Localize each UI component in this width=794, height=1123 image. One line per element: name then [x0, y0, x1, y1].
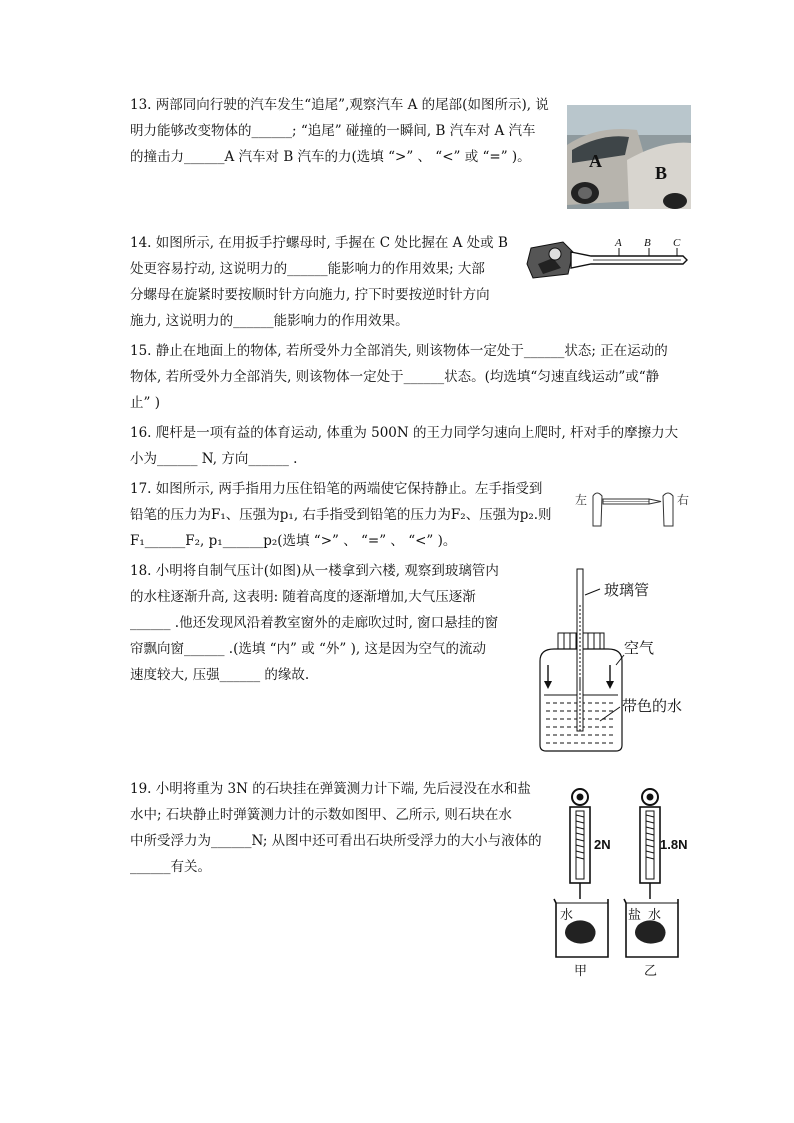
q18-line-4: 帘飘向窗______ .(选填 “内” 或 “外” ), 这是因为空气的流动: [130, 641, 486, 657]
q19-line-4: ______有关。: [130, 859, 211, 875]
q19-fig-label-water-2: 水: [648, 908, 662, 923]
q14-fig-label-b: B: [644, 237, 651, 249]
spring-scale-figure: [548, 785, 698, 980]
q13-line-2: 明力能够改变物体的______; “追尾” 碰撞的一瞬间, B 汽车对 A 汽车: [130, 123, 536, 139]
q17-line-2: 铅笔的压力为F₁、压强为p₁, 右手指受到铅笔的压力为F₂、压强为p₂.则: [130, 507, 552, 523]
question-14: [130, 230, 508, 334]
pencil-fingers-figure: [575, 486, 693, 530]
q14-line-3: 分螺母在旋紧时要按顺时针方向施力, 拧下时要按逆时针方向: [130, 287, 490, 303]
q14-fig-label-c: C: [673, 237, 681, 249]
q19-fig-reading-left: 2N: [594, 837, 611, 852]
q19-fig-label-water-1: 水: [560, 908, 574, 923]
q16-line-2: 小为______ N, 方向______ .: [130, 451, 298, 467]
q14-line-2: 处更容易拧动, 这说明力的______能影响力的作用效果; 大部: [130, 261, 485, 277]
q17-line-1: 17. 如图所示, 两手指用力压住铅笔的两端使它保持静止。左手指受到: [130, 481, 543, 497]
q18-line-1: 18. 小明将自制气压计(如图)从一楼拿到六楼, 观察到玻璃管内: [130, 563, 499, 579]
q14-line-1: 14. 如图所示, 在用扳手拧螺母时, 手握在 C 处比握在 A 处或 B: [130, 235, 508, 251]
question-19: [130, 776, 542, 880]
q19-line-2: 水中; 石块静止时弹簧测力计的示数如图甲、乙所示, 则石块在水: [130, 807, 512, 823]
q18-line-3: ______ .他还发现风沿着教室窗外的走廊吹过时, 窗口悬挂的窗: [130, 615, 499, 631]
question-17: [130, 476, 552, 554]
q18-fig-label-air: 空气: [624, 639, 655, 657]
q19-fig-label-salt: 盐: [628, 908, 642, 923]
question-13: [130, 92, 549, 170]
q17-fig-label-right: 右: [677, 493, 690, 507]
q14-line-4: 施力, 这说明力的______能影响力的作用效果。: [130, 313, 409, 329]
q18-fig-label-tube: 玻璃管: [604, 581, 650, 599]
wrench-figure: [523, 234, 693, 282]
q13-fig-label-b: B: [655, 163, 668, 183]
car-collision-photo: [567, 105, 691, 209]
q18-line-2: 的水柱逐渐升高, 这表明: 随着高度的逐渐增加,大气压逐渐: [130, 589, 476, 605]
q15-line-3: 止” ): [130, 395, 160, 411]
q19-line-1: 19. 小明将重为 3N 的石块挂在弹簧测力计下端, 先后浸没在水和盐: [130, 781, 531, 797]
question-16: [130, 420, 678, 472]
q19-fig-caption-jia: 甲: [574, 964, 588, 979]
question-15: [130, 338, 668, 416]
q18-fig-label-water: 带色的水: [622, 697, 683, 715]
q13-line-3: 的撞击力______A 汽车对 B 汽车的力(选填 “>” 、 “<” 或 “=” )。: [130, 149, 531, 165]
q14-fig-label-a: A: [615, 237, 622, 249]
barometer-figure: [520, 565, 695, 755]
q15-line-2: 物体, 若所受外力全部消失, 则该物体一定处于______状态。(均选填“匀速直线运动”或“静: [130, 369, 660, 385]
q15-line-1: 15. 静止在地面上的物体, 若所受外力全部消失, 则该物体一定处于______状态; 正在运动的: [130, 343, 668, 359]
q13-fig-label-a: A: [589, 151, 602, 171]
q19-line-3: 中所受浮力为______N; 从图中还可看出石块所受浮力的大小与液体的: [130, 833, 542, 849]
q13-line-1: 13. 两部同向行驶的汽车发生“追尾”,观察汽车 A 的尾部(如图所示), 说: [130, 97, 549, 113]
q19-fig-caption-yi: 乙: [644, 964, 658, 979]
question-18: [130, 558, 499, 688]
q17-line-3: F₁______F₂, p₁______p₂(选填 “>” 、 “=” 、 “<” )。: [130, 533, 457, 549]
q17-fig-label-left: 左: [575, 493, 588, 507]
q19-fig-reading-right: 1.8N: [660, 837, 688, 852]
q18-line-5: 速度较大, 压强______ 的缘故.: [130, 667, 310, 683]
q16-line-1: 16. 爬杆是一项有益的体育运动, 体重为 500N 的王力同学匀速向上爬时, 杆对手的摩擦力大: [130, 425, 679, 441]
